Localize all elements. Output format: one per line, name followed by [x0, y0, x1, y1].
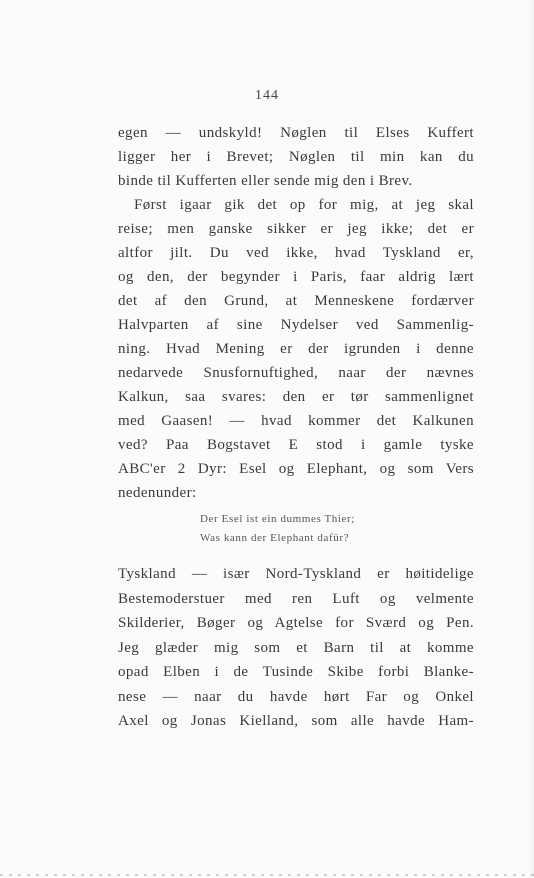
text-line: nedarvede Snusfornuftighed, naar der nævnes — [118, 365, 474, 381]
text-line: ning. Hvad Mening er der igrunden i denne — [118, 341, 474, 357]
main-text-bottom — [118, 562, 474, 734]
text-line: binde til Kufferten eller sende mig den i Brev. — [118, 173, 413, 189]
text-line: og den, der begynder i Paris, faar aldrig lært — [118, 269, 474, 285]
verse-line: Was kann der Elephant dafür? — [200, 532, 350, 544]
text-line: Halvparten af sine Nydelser ved Sammenlig- — [118, 317, 474, 333]
text-line: ABC'er 2 Dyr: Esel og Elephant, og som Vers — [118, 461, 474, 477]
text-line: opad Elben i de Tusinde Skibe forbi Blanke- — [118, 664, 474, 680]
text-line: reise; men ganske sikker er jeg ikke; det er — [118, 221, 474, 237]
text-line: egen — undskyld! Nøglen til Elses Kuffert — [118, 125, 474, 141]
text-line: Axel og Jonas Kielland, som alle havde Ham- — [118, 713, 474, 729]
page-number: 144 — [255, 88, 279, 103]
verse-line: Der Esel ist ein dummes Thier; — [200, 513, 355, 525]
text-line: ved? Paa Bogstavet E stod i gamle tyske — [118, 437, 474, 453]
text-line: Kalkun, saa svares: den er tør sammenlignet — [118, 389, 474, 405]
main-text-top — [118, 121, 474, 505]
text-line: Jeg glæder mig som et Barn til at komme — [118, 639, 474, 656]
text-line: Skilderier, Bøger og Agtelse for Sværd og Pen. — [118, 615, 474, 631]
page-edge-shadow — [528, 0, 534, 878]
text-line: altfor jilt. Du ved ikke, hvad Tyskland er, — [118, 245, 474, 261]
text-line: Tyskland — især Nord-Tyskland er høitidelige — [118, 566, 474, 582]
text-line: med Gaasen! — hvad kommer det Kalkunen — [118, 413, 474, 429]
text-line: det af den Grund, at Menneskene fordærver — [118, 293, 474, 309]
text-line: ligger her i Brevet; Nøglen til min kan du — [118, 149, 474, 165]
text-line: Først igaar gik det op for mig, at jeg skal — [134, 197, 474, 213]
verse-quote — [200, 510, 480, 548]
scan-edge-mark — [0, 874, 534, 876]
text-line: nedenunder: — [118, 485, 197, 501]
text-line: Bestemoderstuer med ren Luft og velmente — [118, 590, 474, 607]
text-line: nese — naar du havde hørt Far og Onkel — [118, 688, 474, 705]
